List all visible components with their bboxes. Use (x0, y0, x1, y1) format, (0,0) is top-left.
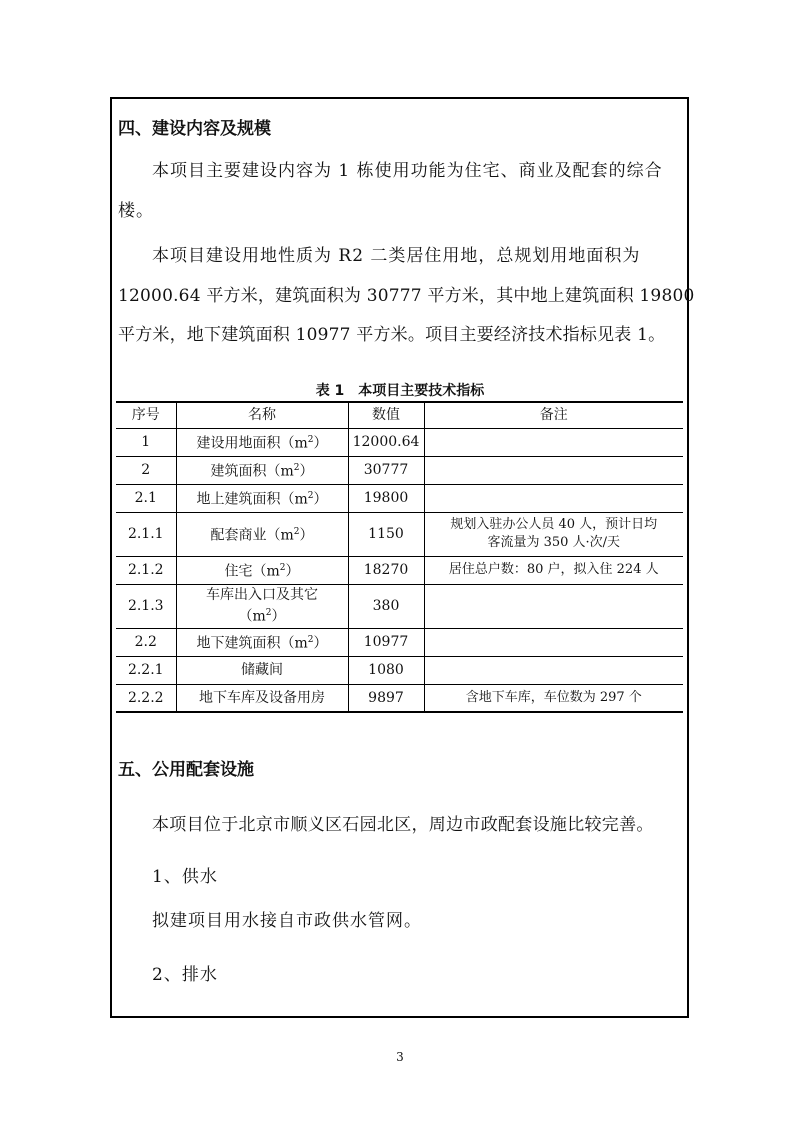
cell-no: 1 (116, 428, 176, 456)
cell-name: 车库出入口及其它 $(m^2)$ (176, 584, 348, 628)
cell-name: 住宅$(m^2)$ (176, 556, 348, 584)
cell-no: 2.1.1 (116, 512, 176, 556)
section-4-paragraph-1-line-2: 楼。 (118, 201, 154, 221)
metrics-table (116, 401, 683, 713)
section-4-paragraph-2-line-2: 12000.64 平方米，建筑面积为 30777 平方米，其中地上建筑面积 19800 (118, 286, 695, 306)
cell-name: 建设用地面积$(m^2)$ (176, 428, 348, 456)
cell-value: 10977 (348, 628, 424, 656)
table-row (116, 684, 683, 712)
cell-note (424, 456, 683, 484)
section-5-heading: 五、公用配套设施 (118, 760, 254, 780)
table-row (116, 628, 683, 656)
cell-note (424, 628, 683, 656)
cell-value: 19800 (348, 484, 424, 512)
cell-note: 含地下车库，车位数为 297 个 (424, 684, 683, 712)
cell-no: 2.1.3 (116, 584, 176, 628)
cell-note (424, 428, 683, 456)
section-5-item-2: 2、排水 (152, 965, 218, 985)
cell-no: 2.2.1 (116, 656, 176, 684)
table-row (116, 584, 683, 628)
header-value: 数值 (348, 402, 424, 428)
section-4-paragraph-1-line-1: 本项目主要建设内容为 1 栋使用功能为住宅、商业及配套的综合 (152, 161, 663, 181)
cell-note (424, 656, 683, 684)
section-4-paragraph-2-line-3: 平方米，地下建筑面积 10977 平方米。项目主要经济技术指标见表 1。 (118, 325, 666, 345)
table-row (116, 428, 683, 456)
table-header-row (116, 402, 683, 428)
cell-name: 配套商业$(m^2)$ (176, 512, 348, 556)
cell-no: 2.1.2 (116, 556, 176, 584)
header-name: 名称 (176, 402, 348, 428)
cell-no: 2.2 (116, 628, 176, 656)
cell-name: 储藏间 (176, 656, 348, 684)
cell-value: 9897 (348, 684, 424, 712)
table-row (116, 484, 683, 512)
table-row (116, 512, 683, 556)
cell-no: 2 (116, 456, 176, 484)
table-row (116, 656, 683, 684)
cell-value: 1080 (348, 656, 424, 684)
cell-value: 380 (348, 584, 424, 628)
table-row (116, 556, 683, 584)
section-4-heading: 四、建设内容及规模 (118, 119, 271, 139)
cell-name: 地下车库及设备用房 (176, 684, 348, 712)
cell-name: 地上建筑面积$(m^2)$ (176, 484, 348, 512)
table-row (116, 456, 683, 484)
cell-value: 30777 (348, 456, 424, 484)
cell-name: 建筑面积$(m^2)$ (176, 456, 348, 484)
cell-name: 地下建筑面积$(m^2)$ (176, 628, 348, 656)
header-no: 序号 (116, 402, 176, 428)
header-note: 备注 (424, 402, 683, 428)
cell-note: 居住总户数：80 户，拟入住 224 人 (424, 556, 683, 584)
cell-value: 1150 (348, 512, 424, 556)
table-title: 表 1 本项目主要技术指标 (315, 383, 485, 399)
cell-note (424, 484, 683, 512)
section-5-paragraph-1: 本项目位于北京市顺义区石园北区，周边市政配套设施比较完善。 (152, 815, 654, 835)
cell-value: 18270 (348, 556, 424, 584)
section-4-paragraph-2-line-1: 本项目建设用地性质为 R2 二类居住用地，总规划用地面积为 (152, 246, 641, 266)
cell-no: 2.2.2 (116, 684, 176, 712)
cell-value: 12000.64 (348, 428, 424, 456)
cell-note: 规划入驻办公人员 40 人，预计日均 客流量为 350 人·次/天 (424, 512, 683, 556)
section-5-item-1-text: 拟建项目用水接自市政供水管网。 (152, 911, 422, 931)
cell-no: 2.1 (116, 484, 176, 512)
page-number: 3 (396, 1050, 404, 1064)
cell-note (424, 584, 683, 628)
section-5-item-1: 1、供水 (152, 867, 218, 887)
